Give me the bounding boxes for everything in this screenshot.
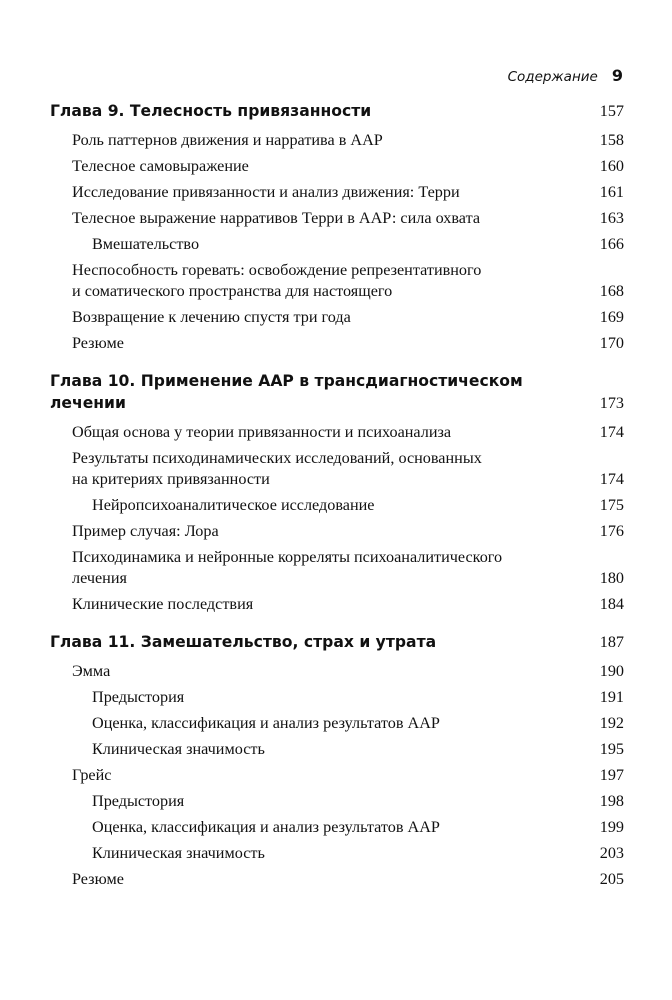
toc-entry-page-number: 169 [599, 308, 624, 326]
toc-entry-title-line: Вмешательство [92, 235, 200, 253]
toc-entry-title [50, 739, 588, 760]
toc-entry-title-line: Эмма [72, 662, 111, 680]
toc-entry-page-number: 168 [599, 282, 624, 300]
toc-entry-title-line: Клиническая значимость [92, 740, 265, 758]
toc-entry-title-line: Резюме [72, 870, 124, 888]
toc-entry [50, 208, 624, 229]
toc-entry-title-line: Глава 9. Телесность привязанности [50, 102, 372, 120]
toc-entry [50, 234, 624, 255]
toc-entry-title-line: Результаты психодинамических исследований, основанных [72, 449, 482, 467]
running-header-title: Содержание [507, 69, 598, 85]
toc-entry-title [50, 594, 588, 615]
toc-entry [50, 422, 624, 443]
toc-entry [50, 260, 624, 302]
toc-entry [50, 843, 624, 864]
toc-entry [50, 521, 624, 542]
toc-entry-title-line: на критериях привязанности [72, 470, 270, 488]
toc-entry-title-line: Пример случая: Лора [72, 522, 219, 540]
toc-entry [50, 547, 624, 589]
toc-entry-page-number: 180 [599, 569, 624, 587]
toc-entry [50, 661, 624, 682]
toc-entry [50, 791, 624, 812]
toc-entry-title [50, 307, 588, 328]
toc-entry-title [50, 156, 588, 177]
toc-entry-title-line: и соматического пространства для настоящего [72, 282, 393, 300]
toc-entry-title-line: Предыстория [92, 688, 185, 706]
toc-entry [50, 869, 624, 890]
toc-entry-title [50, 130, 588, 151]
toc-entry-title-line: лечении [50, 394, 126, 412]
toc-entry-title [50, 422, 588, 443]
toc-entry-title-line: Неспособность горевать: освобождение репрезентативного [72, 261, 482, 279]
toc-entry-page-number: 173 [599, 394, 624, 412]
toc-entry-title-line: Нейропсихоаналитическое исследование [92, 496, 375, 514]
toc-entry-title [50, 208, 588, 229]
toc-chapter-entry [50, 631, 624, 653]
toc-entry-title-line: Общая основа у теории привязанности и психоанализа [72, 423, 452, 441]
toc-entry-title [50, 370, 588, 414]
toc-entry-title [50, 631, 588, 653]
toc-entry-title [50, 182, 588, 203]
toc-entry-page-number: 160 [599, 157, 624, 175]
toc-entry [50, 765, 624, 786]
toc-entry-title [50, 765, 588, 786]
toc-entry-title-line: Грейс [72, 766, 112, 784]
toc-entry-title-line: Психодинамика и нейронные корреляты психоаналитического [72, 548, 503, 566]
running-header [508, 66, 623, 85]
toc-entry [50, 156, 624, 177]
toc-entry-title [50, 661, 588, 682]
toc-entry-title-line: Глава 11. Замешательство, страх и утрата [50, 633, 437, 651]
toc-entry-title [50, 843, 588, 864]
toc-entry [50, 594, 624, 615]
toc-entry-page-number: 205 [599, 870, 624, 888]
toc-entry-title [50, 260, 588, 302]
page-number: 9 [611, 66, 623, 85]
toc-entry [50, 307, 624, 328]
toc-entry-title [50, 817, 588, 838]
toc-entry-page-number: 203 [599, 844, 624, 862]
toc-entry [50, 687, 624, 708]
toc-entry-title-line: Телесное самовыражение [72, 157, 249, 175]
toc-entry-page-number: 195 [599, 740, 624, 758]
toc-entry-title [50, 791, 588, 812]
toc-entry-page-number: 175 [599, 496, 624, 514]
toc-entry-title-line: Возвращение к лечению спустя три года [72, 308, 351, 326]
toc-entry-title-line: Оценка, классификация и анализ результатов ААР [92, 714, 440, 732]
toc-entry-title [50, 495, 588, 516]
toc-entry-page-number: 174 [599, 423, 624, 441]
toc-entry-page-number: 157 [599, 102, 624, 120]
toc-entry-page-number: 176 [599, 522, 624, 540]
toc-entry-title-line: Оценка, классификация и анализ результатов ААР [92, 818, 440, 836]
toc-chapter-entry [50, 100, 624, 122]
toc-entry-page-number: 199 [599, 818, 624, 836]
toc-entry-title-line: Глава 10. Применение ААР в трансдиагностическом [50, 372, 523, 390]
toc-entry-page-number: 170 [599, 334, 624, 352]
toc-entry-title [50, 448, 588, 490]
toc-entry-title-line: Телесное выражение нарративов Терри в ААР: сила охвата [72, 209, 481, 227]
toc-entry-title [50, 547, 588, 589]
toc-entry-title [50, 521, 588, 542]
toc-entry-page-number: 163 [599, 209, 624, 227]
toc-entry-page-number: 166 [599, 235, 624, 253]
toc-entry-page-number: 161 [599, 183, 624, 201]
toc-entry-title [50, 234, 588, 255]
toc-entry-title-line: Резюме [72, 334, 124, 352]
toc-entry [50, 713, 624, 734]
toc-entry-title [50, 687, 588, 708]
toc-entry-page-number: 187 [599, 633, 624, 651]
toc-entry-title-line: Клинические последствия [72, 595, 254, 613]
toc-entry-page-number: 192 [599, 714, 624, 732]
table-of-contents [50, 100, 624, 895]
toc-entry-title [50, 333, 588, 354]
toc-chapter-entry [50, 370, 624, 414]
toc-entry-title-line: Клиническая значимость [92, 844, 265, 862]
toc-entry-title-line: Роль паттернов движения и нарратива в ААР [72, 131, 383, 149]
toc-entry [50, 739, 624, 760]
toc-entry-title [50, 869, 588, 890]
toc-entry-title [50, 713, 588, 734]
toc-entry-page-number: 197 [599, 766, 624, 784]
toc-entry-title-line: Исследование привязанности и анализ движения: Терри [72, 183, 460, 201]
toc-entry-page-number: 198 [599, 792, 624, 810]
toc-entry-title-line: лечения [72, 569, 127, 587]
toc-entry-page-number: 184 [599, 595, 624, 613]
toc-entry [50, 333, 624, 354]
toc-entry-page-number: 174 [599, 470, 624, 488]
toc-entry-page-number: 191 [599, 688, 624, 706]
toc-entry [50, 130, 624, 151]
toc-entry [50, 182, 624, 203]
toc-entry-page-number: 158 [599, 131, 624, 149]
toc-entry [50, 817, 624, 838]
toc-entry-page-number: 190 [599, 662, 624, 680]
toc-entry [50, 448, 624, 490]
toc-entry-title-line: Предыстория [92, 792, 185, 810]
toc-entry [50, 495, 624, 516]
toc-entry-title [50, 100, 588, 122]
